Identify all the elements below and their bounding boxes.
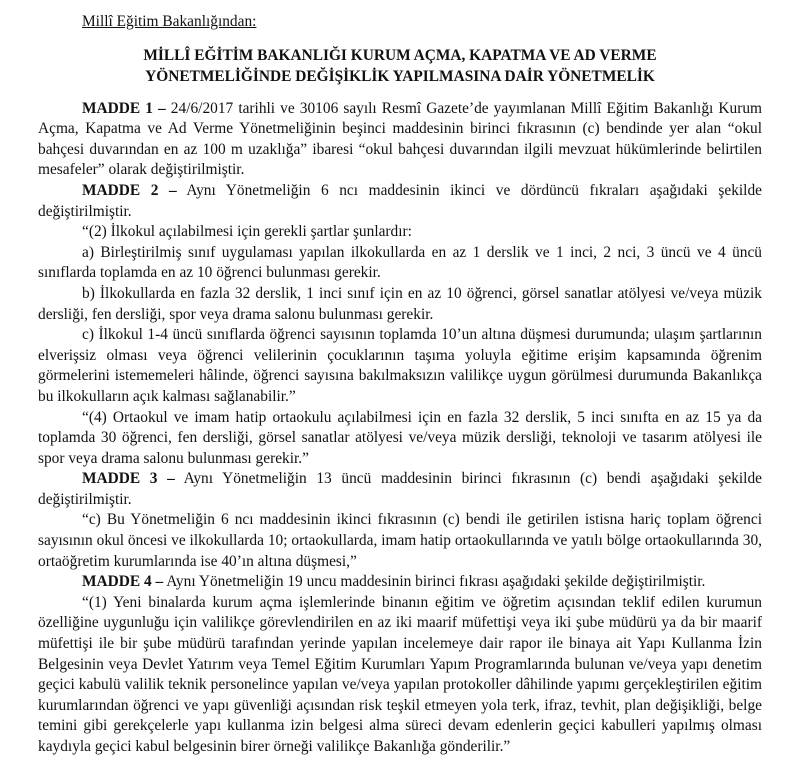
paragraph-text: a) Birleştirilmiş sınıf uygulaması yapılan ilkokullarda en az 1 derslik ve 1 inci, 2 nci, 3 üncü ve 4 üncü sınıflarda toplamda en az 10 öğrenci bulunması gerekir. <box>38 243 762 282</box>
paragraph-text: 24/6/2017 tarihli ve 30106 sayılı Resmî Gazete’de yayımlanan Millî Eğitim Bakanlığı Kurum Açma, Kapatma ve Ad Verme Yönetmeliğinin beşinci maddesinin birinci fıkrasının (c) bendinde yer alan “okul bahçesi duvarından en az 100 m uzaklığa” ibaresi “okul bahçesi duvarından ilgili mevzuat hükümlerinde belirtilen mesafeler” olarak değiştirilmiştir. <box>38 99 762 179</box>
paragraph-text: “c) Bu Yönetmeliğin 6 ncı maddesinin ikinci fıkrasının (c) bendi ile getirilen istisna hariç toplam öğrenci sayısının okul öncesi ve ilkokullarda 10; ortaokullarda, imam hatip ortaokullarında ve yatılı bölge ortaokullarında 30, ortaöğretim kurumlarında ise 40’ın altına düşmesi,” <box>38 511 762 570</box>
title-line-1: MİLLÎ EĞİTİM BAKANLIĞI KURUM AÇMA, KAPATMA VE AD VERME <box>143 46 657 64</box>
paragraph-madde-3 <box>38 469 762 510</box>
article-label: MADDE 3 – <box>82 470 175 488</box>
paragraph <box>38 284 762 325</box>
paragraph-text: “(2) İlkokul açılabilmesi için gerekli şartlar şunlardır: <box>82 223 412 241</box>
paragraph <box>38 222 762 243</box>
paragraph <box>38 325 762 407</box>
regulation-body <box>38 99 762 758</box>
paragraph-text: “(1) Yeni binalarda kurum açma işlemlerinde binanın eğitim ve öğretim açısından teklif edilen kurumun özelliğine uygunluğu için valilikçe görevlendirilen en az iki maarif müfettişi veya iki şube müdürü ya da bir maarif müfettişi ile bir şube müdürü tarafından yerinde yapılan incelemeye dair rapor ile binaya ait Yapı Kullanma İzin Belgesinin veya Devlet Yatırım veya Temel Eğitim Kurumları Yapım Programlarında bulunan ve/veya yapı denetim geçici kabulü valilik teknik personelince yapılan ve/veya yapılan protokoller dâhilinde yapımı gerçekleştirilen eğitim kurumlarından öğrenci ve yapı güvenliği açısından risk teşkil etmeyen yola terk, ifraz, tevhit, plan değişikliği, belge temini gibi gerekçelerle yapı kullanma izin belgesi alma süreci devam edenlerin geçici kabulleri yapılmış olması kaydıyla geçici kabul belgesinin birer örneği valilikçe Bakanlığa gönderilir.” <box>38 593 762 755</box>
paragraph-text: c) İlkokul 1-4 üncü sınıflarda öğrenci sayısının toplamda 10’un altına düşmesi durumunda; ulaşım şartlarının elverişsiz olması veya öğrenci velilerinin çocuklarının taşıma yoluyla eğitime erişim kapsamında öğrenim görmelerini istememeleri hâlinde, öğrenci sayısına bakılmaksızın valilikçe uygun görülmesi durumunda Bakanlıkça bu ilkokulların açık kalması sağlanabilir.” <box>38 326 762 405</box>
paragraph-text: Aynı Yönetmeliğin 6 ncı maddesinin ikinci ve dördüncü fıkraları aşağıdaki şekilde değiştirilmiştir. <box>38 181 762 220</box>
regulation-title <box>38 45 762 87</box>
article-label: MADDE 4 – <box>82 573 164 591</box>
paragraph <box>38 243 762 284</box>
paragraph-madde-4 <box>38 572 762 593</box>
paragraph-madde-2 <box>38 181 762 222</box>
article-label: MADDE 2 – <box>82 181 177 199</box>
paragraph-text: Aynı Yönetmeliğin 13 üncü maddesinin birinci fıkrasının (c) bendi aşağıdaki şekilde değiştirilmiştir. <box>38 470 762 508</box>
paragraph <box>38 510 762 572</box>
paragraph-text: “(4) Ortaokul ve imam hatip ortaokulu açılabilmesi için en fazla 32 derslik, 5 inci sınıfta en az 15 ya da toplamda 30 öğrenci, fen dersliği, görsel sanatlar atölyesi ve/veya müzik dersliği, teknoloji ve tasarım atölyesi ile spor veya drama salonu bulunması gerekir.” <box>38 408 762 467</box>
paragraph <box>38 593 762 758</box>
issuing-authority: Millî Eğitim Bakanlığından: <box>82 13 257 30</box>
paragraph <box>38 408 762 470</box>
paragraph-text: b) İlkokullarda en fazla 32 derslik, 1 inci sınıf için en az 10 öğrenci, görsel sanatlar atölyesi ve/veya müzik dersliği, fen dersliği, spor veya drama salonu bulunması gerekir. <box>38 284 762 323</box>
title-line-2: YÖNETMELİĞİNDE DEĞİŞİKLİK YAPILMASINA DAİR YÖNETMELİK <box>145 67 655 85</box>
paragraph-text: Aynı Yönetmeliğin 19 uncu maddesinin birinci fıkrası aşağıdaki şekilde değiştirilmiştir. <box>163 573 706 591</box>
paragraph-madde-1 <box>38 99 762 181</box>
article-label: MADDE 1 – <box>82 99 166 117</box>
